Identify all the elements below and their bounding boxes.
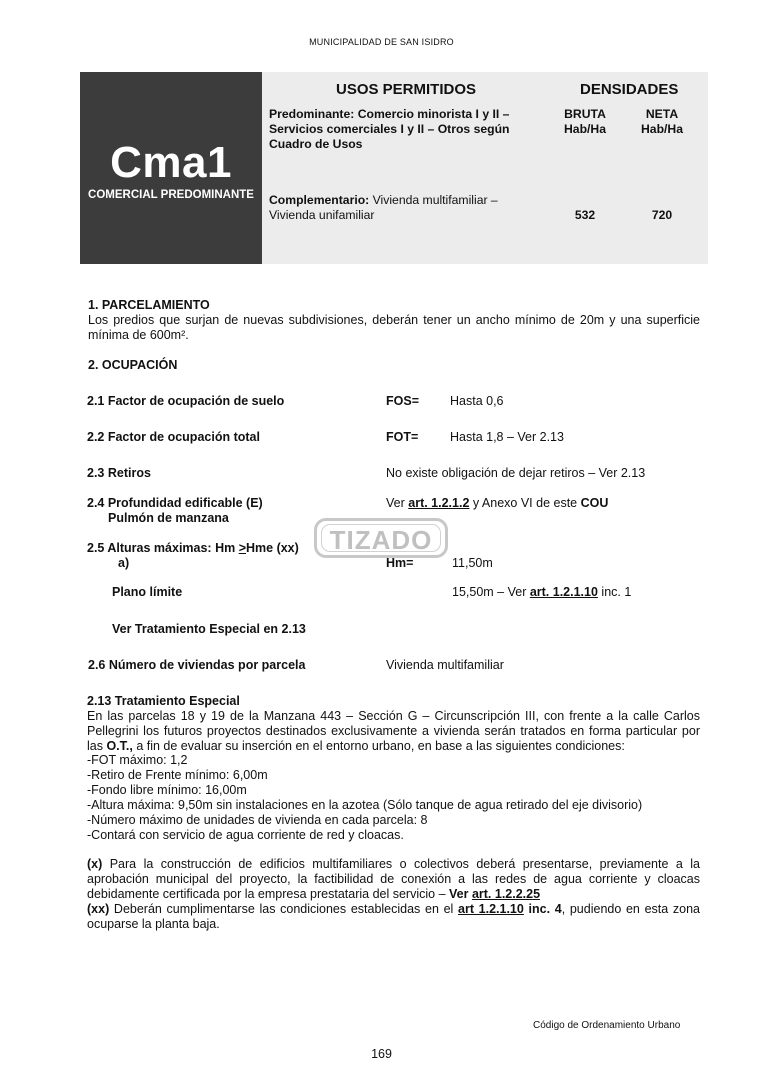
alturas-label [87,541,299,556]
prof-art-link[interactable]: art. 1.2.1.2 [408,496,470,510]
neta-label: NETA [645,107,679,121]
predominant-uses: Predominante: Comercio minorista I y II – Servicios comerciales I y II – Otros según Cuadro de Usos [269,107,510,151]
fos-key: FOS= [386,394,419,408]
footer-code-name: Código de Ordenamiento Urbano [533,1020,681,1031]
condition-item: -Retiro de Frente mínimo: 6,00m [87,768,268,782]
hm-key: Hm= [386,556,414,570]
parcel-title: 1. PARCELAMIENTO [88,298,210,312]
note-x-ver: Ver [449,887,472,901]
prof-sub: Pulmón de manzana [108,511,229,525]
prof-value [386,496,608,511]
alt-post: Hme (xx) [246,541,299,555]
special-ot: O.T., [106,739,133,753]
note-x-mark: (x) [87,857,103,871]
plano-value [452,585,631,600]
note-xx-art-link[interactable]: art 1.2.1.10 [458,902,524,916]
fos-value: Hasta 0,6 [450,394,504,408]
hm-value: 11,50m [452,556,493,570]
zone-code: Cma1 [110,138,232,187]
document-header: MUNICIPALIDAD DE SAN ISIDRO [309,37,454,47]
bruta-label: BRUTA [564,107,606,121]
note-xx-text: Deberán cumplimentarse las condiciones establecidas en el [109,902,458,916]
zone-name: COMERCIAL PREDOMINANTE [88,189,254,201]
note-xx-mark: (xx) [87,902,110,916]
neta-value: 720 [651,208,673,222]
plano-art-link[interactable]: art. 1.2.1.10 [529,585,598,599]
note-x-text: Para la construcción de edificios multifamiliares o colectivos deberá presentarse, previamente a la aprobación municipal del proyecto, la factibilidad de conexión a las redes de agua corriente y cloacas debidamente certificada por la empresa prestataria del servicio – [87,857,700,901]
neta-unit: Hab/Ha [641,122,683,136]
note-x-art-link[interactable]: art. 1.2.2.25 [471,887,541,901]
condition-item: -Número máximo de unidades de vivienda en cada parcela: 8 [87,813,428,827]
fot-label: 2.2 Factor de ocupación total [87,430,260,444]
note-xx-post: , pudiendo en esta zona ocuparse la planta baja. [87,902,700,931]
retiros-value: No existe obligación de dejar retiros – Ver 2.13 [386,466,646,480]
complementary-text: Vivienda multifamiliar – Vivienda unifamiliar [269,193,498,222]
prof-label: 2.4 Profundidad edificable (E) [87,496,263,510]
ver-tratamiento: Ver Tratamiento Especial en 2.13 [112,622,306,636]
watermark-logo [314,518,448,558]
fot-key: FOT= [386,430,419,444]
plano-label: Plano límite [112,585,183,599]
bruta-unit: Hab/Ha [564,122,606,136]
note-xx-inc: inc. 4 [523,902,562,916]
alt-a: a) [118,556,130,570]
prof-pre: Ver [386,496,409,510]
special-post: a fin de evaluar su inserción en el entorno urbano, en base a las siguientes condiciones: [132,739,625,753]
viviendas-value: Vivienda multifamiliar [386,658,504,672]
alt-ge: > [238,541,246,555]
bruta-value: 532 [574,208,596,222]
note-xx [87,902,700,932]
prof-mid: y Anexo VI de este [469,496,581,510]
page-number: 169 [371,1047,392,1061]
special-text [87,709,700,754]
special-title: 2.13 Tratamiento Especial [87,694,240,708]
condition-item: -Contará con servicio de agua corriente de red y cloacas. [87,828,404,842]
plano-pre: 15,50m – Ver [452,585,530,599]
note-x [87,857,700,902]
complementary-uses [269,193,544,223]
zone-badge [80,72,262,264]
parcel-text: Los predios que surjan de nuevas subdivisiones, deberán tener un ancho mínimo de 20m y una superficie mínima de 600m². [88,313,700,342]
condition-item: -Fondo libre mínimo: 16,00m [87,783,247,797]
densities-title: DENSIDADES [580,81,679,98]
prof-cou: COU [580,496,609,510]
fos-label: 2.1 Factor de ocupación de suelo [87,394,285,408]
bruta-header [556,107,614,137]
special-pre: En las parcelas 18 y 19 de la Manzana 443 – Sección G – Circunscripción III, con frente a la calle Carlos Pellegrini los futuros proyectos destinados exclusivamente a vivienda serán tratados en forma particular por las [87,709,700,753]
conditions-list [87,753,700,843]
viviendas-label: 2.6 Número de viviendas por parcela [88,658,306,672]
uses-title: USOS PERMITIDOS [336,81,477,98]
plano-post: inc. 1 [597,585,632,599]
retiros-label: 2.3 Retiros [87,466,151,480]
condition-item: -FOT máximo: 1,2 [87,753,188,767]
zone-uses-panel [262,72,708,264]
neta-header [632,107,692,137]
complementary-label: Complementario: [269,193,370,207]
alt-pre: 2.5 Alturas máximas: Hm [87,541,239,555]
condition-item: -Altura máxima: 9,50m sin instalaciones en la azotea (Sólo tanque de agua retirado del eje divisorio) [87,798,643,812]
occupation-title: 2. OCUPACIÓN [88,358,178,372]
fot-value: Hasta 1,8 – Ver 2.13 [450,430,564,444]
watermark-text: TIZADO [329,525,433,555]
